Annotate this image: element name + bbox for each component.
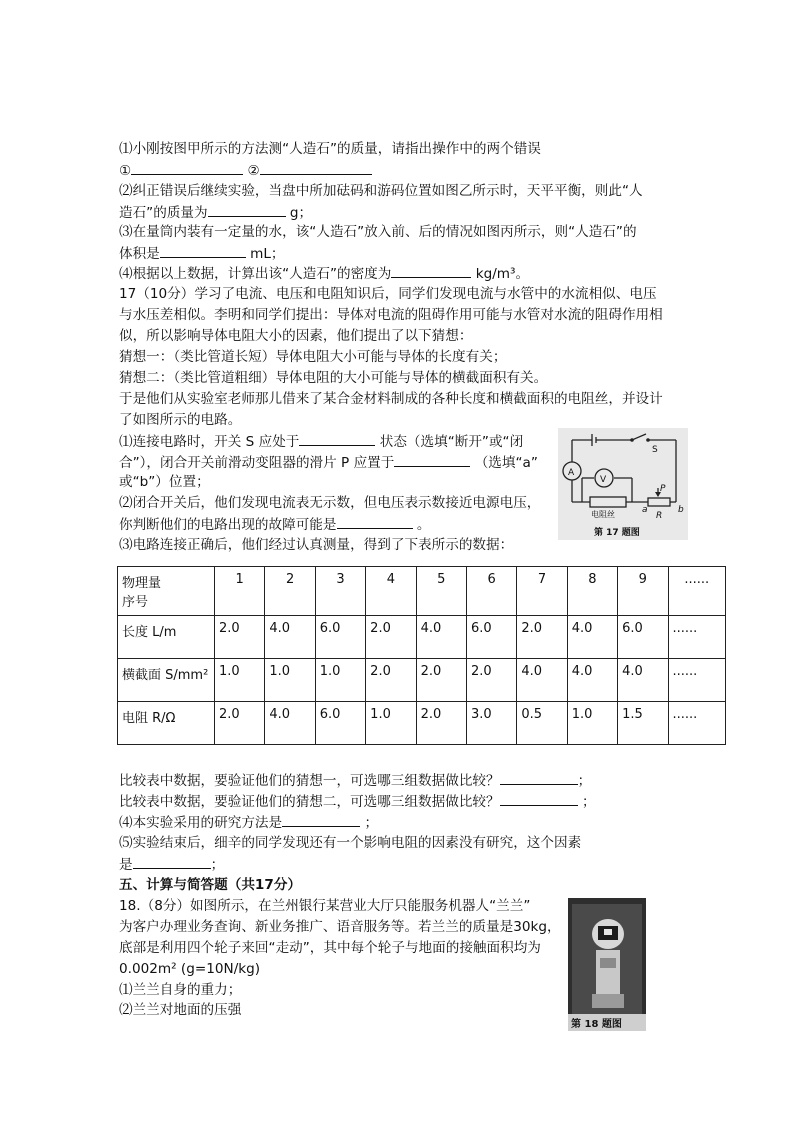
slider-position-blank[interactable] <box>394 452 470 467</box>
table-cell: 1.0 <box>215 659 265 702</box>
guess2-groups-blank[interactable] <box>500 791 578 806</box>
resistance-data-table <box>117 566 726 745</box>
volume-blank[interactable] <box>160 243 246 258</box>
label-a: a <box>642 505 648 515</box>
density-blank[interactable] <box>391 263 471 278</box>
col-header: 5 <box>416 567 466 616</box>
table-cell: 1.5 <box>618 702 668 745</box>
table-cell: 2.0 <box>416 702 466 745</box>
table-cell: 4.0 <box>416 616 466 659</box>
method-blank[interactable] <box>282 812 360 827</box>
table-row <box>118 702 726 745</box>
row-label: 横截面 S/mm² <box>118 659 215 702</box>
table-cell: 1.0 <box>366 702 416 745</box>
blank-1-marker: ① <box>119 163 132 179</box>
header-label-quantity: 物理量 <box>122 576 162 591</box>
table-cell: 6.0 <box>315 616 365 659</box>
table-cell: 1.0 <box>265 659 315 702</box>
col-header: 7 <box>517 567 567 616</box>
blank-2-marker: ② <box>247 163 260 179</box>
q17-part1-line1 <box>119 431 523 452</box>
row-label: 电阻 R/Ω <box>118 702 215 745</box>
table-header-row <box>118 567 726 616</box>
q17-part5-line1: ⑸实验结束后，细辛的同学发现还有一个影响电阻的因素没有研究，这个因素 <box>119 835 582 851</box>
q17-part3: ⑶电路连接正确后，他们经过认真测量，得到了下表所示的数据： <box>119 537 514 553</box>
q17-intro-5: 了如图所示的电路。 <box>119 412 242 428</box>
compare-guess2-suffix: ； <box>577 794 596 810</box>
q16-part4 <box>119 263 529 284</box>
q16-part2-line1: ⑵纠正错误后继续实验，当盘中所加砝码和游码位置如图乙所示时，天平平衡，则此“人 <box>119 183 643 199</box>
table-cell: 2.0 <box>366 616 416 659</box>
q16-part4-suffix: kg/m³。 <box>471 266 530 282</box>
label-resistance-wire: 电阻丝 <box>591 510 615 519</box>
q17-part2-line1: ⑵闭合开关后，他们发现电流表无示数，但电压表示数接近电源电压， <box>119 495 541 511</box>
q17-part2-suffix: 。 <box>412 517 431 533</box>
q18-line3: 底部是利用四个轮子来回“走动”，其中每个轮子与地面的接触面积均为 <box>119 940 541 956</box>
robot-photo <box>568 898 646 1031</box>
label-P: P <box>660 484 666 494</box>
label-S: S <box>652 445 658 455</box>
robot-image <box>568 898 646 1031</box>
switch-state-blank[interactable] <box>299 431 375 446</box>
table-cell: 6.0 <box>315 702 365 745</box>
table-cell: 4.0 <box>517 659 567 702</box>
table-cell: 6.0 <box>466 616 516 659</box>
col-header: 3 <box>315 567 365 616</box>
col-header: 2 <box>265 567 315 616</box>
q17-part1-suffix: 状态（选填“断开”或“闭 <box>375 434 524 450</box>
robot-caption: 第 18 题图 <box>571 1019 622 1030</box>
q17-part1b-suffix: （选填“a” <box>470 455 538 471</box>
guess1-groups-blank[interactable] <box>500 770 578 785</box>
circuit-figure <box>558 428 688 540</box>
col-header: 1 <box>215 567 265 616</box>
q17-part4 <box>119 812 378 833</box>
table-cell: 4.0 <box>567 616 617 659</box>
compare-guess1 <box>119 770 591 791</box>
q16-part2-prefix: 造石”的质量为 <box>119 205 208 221</box>
table-row <box>118 659 726 702</box>
compare-guess2-text: 比较表中数据，要验证他们的猜想二，可选哪三组数据做比较？ <box>119 794 500 810</box>
table-cell: 4.0 <box>618 659 668 702</box>
table-cell: 1.0 <box>567 702 617 745</box>
q17-part5-prefix: 是 <box>119 857 133 873</box>
label-V: V <box>600 475 607 485</box>
q16-part2-suffix: g； <box>285 205 313 221</box>
q16-part3-suffix: mL； <box>245 246 285 262</box>
table-cell: 1.0 <box>315 659 365 702</box>
table-cell: 2.0 <box>366 659 416 702</box>
q18-line4: 0.002m² (g=10N/kg) <box>119 961 261 977</box>
blank-1[interactable] <box>131 160 243 175</box>
q18-part2: ⑵兰兰对地面的压强 <box>119 1002 242 1018</box>
q18-part1: ⑴兰兰自身的重力； <box>119 982 242 998</box>
q16-part4-prefix: ⑷根据以上数据，计算出该“人造石”的密度为 <box>119 266 392 282</box>
table-cell: ...... <box>668 702 725 745</box>
q17-intro-1: 17（10分）学习了电流、电压和电阻知识后，同学们发现电流与水管中的水流相似、电压 <box>119 286 657 302</box>
q18-line2: 为客户办理业务查询、新业务推广、语音服务等。若兰兰的质量是30kg， <box>119 919 561 935</box>
q17-part1b-prefix: 合”），闭合开关前滑动变阻器的滑片 P 应置于 <box>119 455 395 471</box>
mass-blank[interactable] <box>208 202 286 217</box>
q16-part1-blanks <box>119 160 372 181</box>
fault-blank[interactable] <box>337 514 413 529</box>
table-cell: ...... <box>668 659 725 702</box>
header-label-cell <box>118 567 215 616</box>
table-cell: 2.0 <box>416 659 466 702</box>
guess-2: 猜想二：（类比管道粗细）导体电阻的大小可能与导体的横截面积有关。 <box>119 370 548 386</box>
q17-intro-2: 与水压差相似。李明和同学们提出：导体对电流的阻碍作用可能与水管对水流的阻碍作用相 <box>119 307 663 323</box>
section-5-heading: 五、计算与简答题（共17分） <box>119 877 302 893</box>
q17-part5-line2 <box>119 854 224 875</box>
table-cell: 4.0 <box>265 616 315 659</box>
q16-part3-line1: ⑶在量筒内装有一定量的水，该“人造石”放入前、后的情况如图丙所示，则“人造石”的 <box>119 224 637 240</box>
guess-1: 猜想一：（类比管道长短）导体电阻大小可能与导体的长度有关； <box>119 349 507 365</box>
q17-intro-4: 于是他们从实验室老师那儿借来了某合金材料制成的各种长度和横截面积的电阻丝，并设计 <box>119 391 663 407</box>
compare-guess1-text: 比较表中数据，要验证他们的猜想一，可选哪三组数据做比较？ <box>119 773 500 789</box>
q16-part2-line2 <box>119 202 312 223</box>
label-b: b <box>678 505 684 515</box>
q17-part2-line2 <box>119 514 430 535</box>
q17-intro-3: 似，所以影响导体电阻大小的因素，他们提出了以下猜想： <box>119 328 473 344</box>
q18-line1: 18.（8分）如图所示，在兰州银行某营业大厅只能服务机器人“兰兰” <box>119 898 531 914</box>
table-cell: 0.5 <box>517 702 567 745</box>
q17-part5-suffix: ； <box>210 857 225 873</box>
header-label-index: 序号 <box>122 595 149 610</box>
table-cell: 3.0 <box>466 702 516 745</box>
q16-part1: ⑴小刚按图甲所示的方法测“人造石”的质量，请指出操作中的两个错误 <box>119 141 541 157</box>
blank-2[interactable] <box>260 160 372 175</box>
col-header: 4 <box>366 567 416 616</box>
q17-part2-prefix: 你判断他们的电路出现的故障可能是 <box>119 517 337 533</box>
q16-part3-prefix: 体积是 <box>119 246 160 262</box>
row-label: 长度 L/m <box>118 616 215 659</box>
circuit-caption: 第 17 题图 <box>594 528 640 538</box>
table-cell: 4.0 <box>567 659 617 702</box>
q17-part4-suffix: ； <box>360 815 379 831</box>
q17-part1-line3: 或“b”）位置； <box>119 474 210 490</box>
table-cell: 2.0 <box>517 616 567 659</box>
circuit-diagram <box>558 428 688 540</box>
col-header: 6 <box>466 567 516 616</box>
compare-guess1-suffix: ； <box>577 773 592 789</box>
compare-guess2 <box>119 791 596 812</box>
table-row <box>118 616 726 659</box>
table-cell: 6.0 <box>618 616 668 659</box>
table-cell: 2.0 <box>466 659 516 702</box>
q16-part3-line2 <box>119 243 285 264</box>
col-header: 9 <box>618 567 668 616</box>
table-cell: ...... <box>668 616 725 659</box>
q17-part1-prefix: ⑴连接电路时，开关 S 应处于 <box>119 434 300 450</box>
factor-blank[interactable] <box>133 854 211 869</box>
q17-part1-line2 <box>119 452 538 473</box>
table-cell: 2.0 <box>215 616 265 659</box>
label-R: R <box>656 511 663 521</box>
label-A: A <box>568 468 575 478</box>
q17-part4-prefix: ⑷本实验采用的研究方法是 <box>119 815 283 831</box>
table-cell: 4.0 <box>265 702 315 745</box>
col-header: 8 <box>567 567 617 616</box>
table-cell: 2.0 <box>215 702 265 745</box>
col-header: ...... <box>668 567 725 616</box>
